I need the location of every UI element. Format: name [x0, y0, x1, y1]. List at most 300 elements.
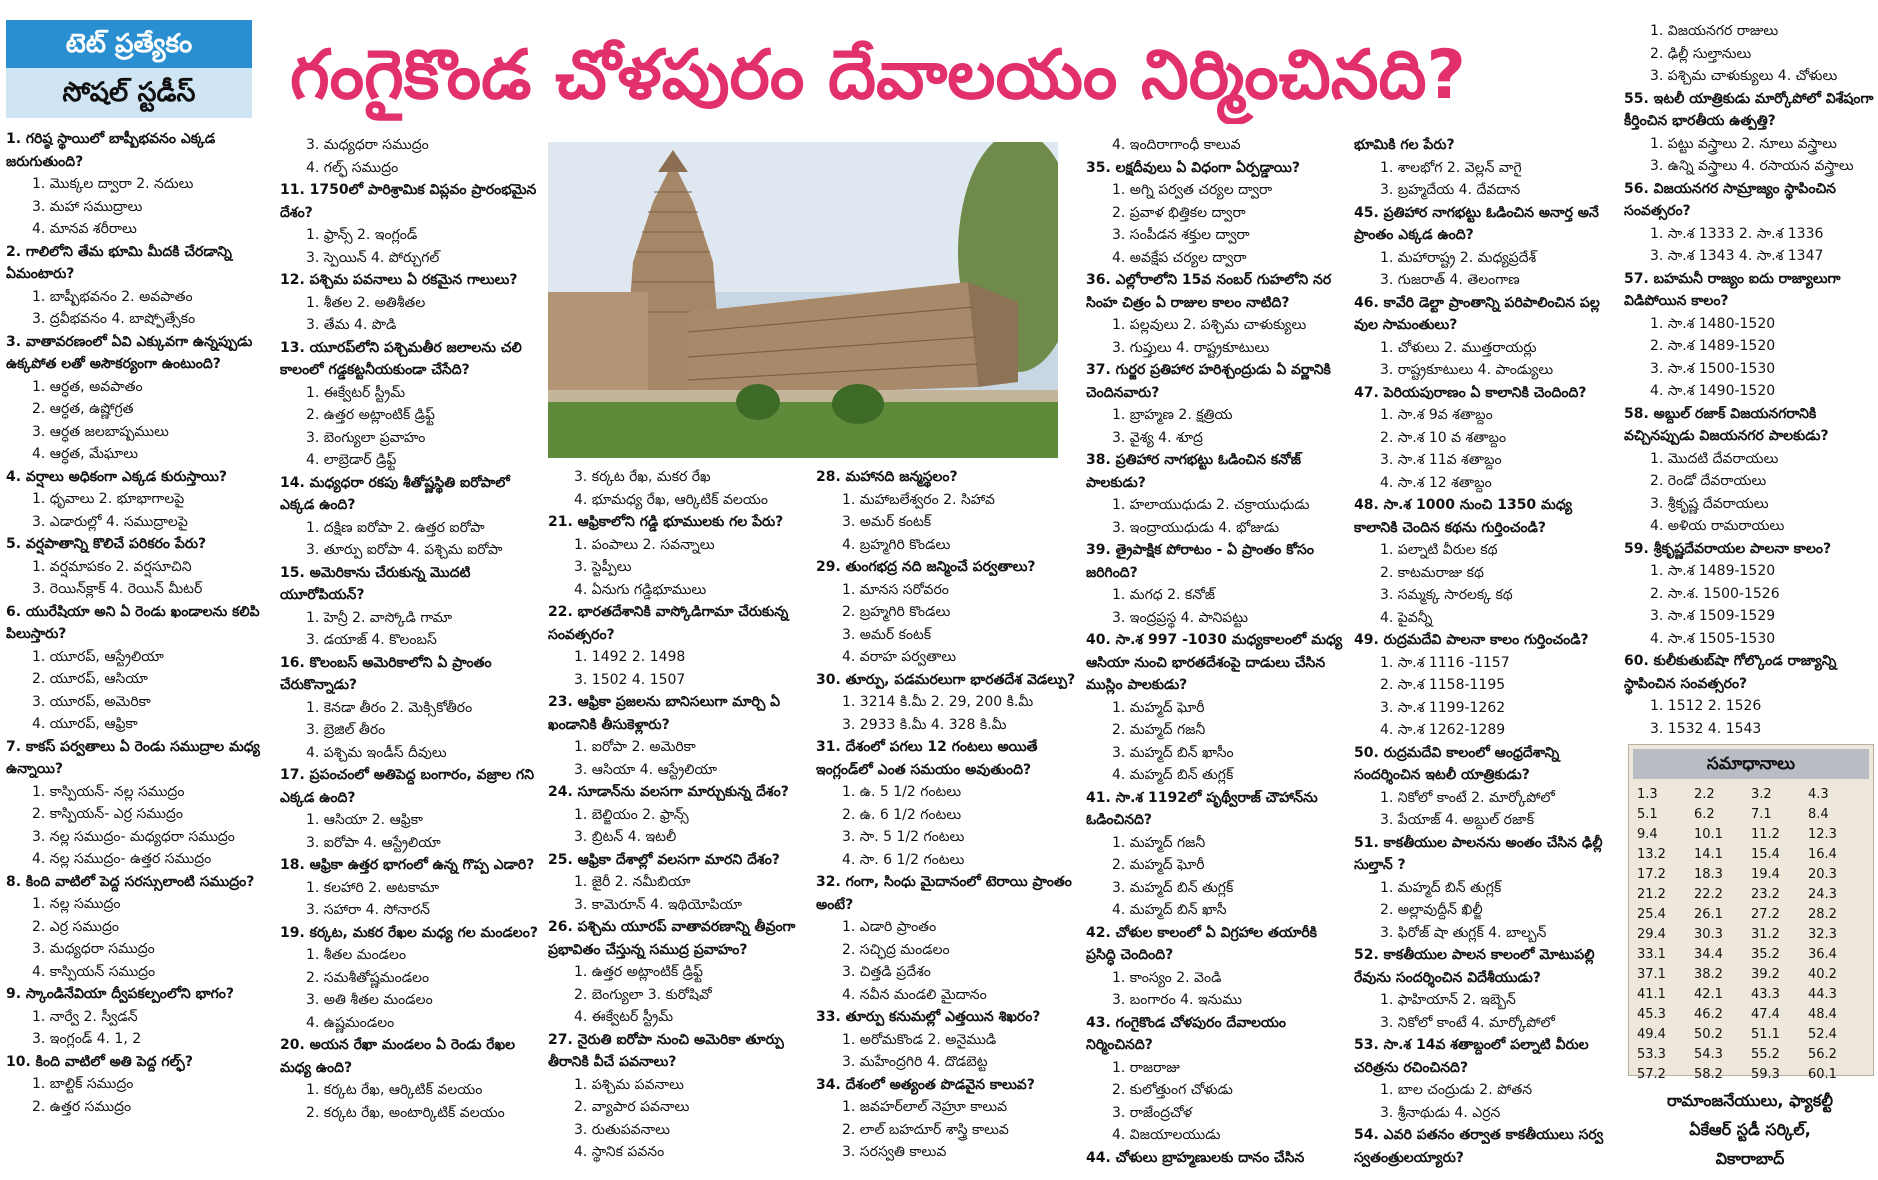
answer-item: 48.4 [1808, 1007, 1837, 1022]
question-34: 34. దేశంలో అత్యంత పొడవైన కాలువ? [816, 1076, 1035, 1093]
option-line: 4. మహ్మద్ బిన్ ఖాసీ [1112, 902, 1227, 918]
question-50: 50. రుద్రమదేవి కాలంలో ఆంధ్రదేశాన్ని సందర్శించిన ఇటలీ యాత్రికుడు? [1354, 744, 1560, 783]
answer-item: 34.4 [1694, 947, 1723, 962]
question-28: 28. మహానది జన్మస్థలం? [816, 469, 958, 485]
option-line: 1. 1492 2. 1498 [574, 649, 686, 665]
question-42: 42. చోళుల కాలంలో ఏ విగ్రహాల తయారీకి ప్రసిద్ధి చెందింది? [1086, 924, 1317, 963]
option-line: 4. గల్ఫ్ సముద్రం [306, 159, 399, 176]
option-line: 1. మహారాష్ట్ర 2. మధ్యప్రదేశ్ [1380, 249, 1537, 266]
option-line: 1. యూరప్, ఆస్ట్రేలియా [32, 648, 164, 665]
option-line: 3. 2933 కి.మీ 4. 328 కి.మీ [842, 716, 1007, 733]
option-line: 3. సమ్మక్క సారలక్క కథ [1380, 587, 1513, 603]
answer-item: 41.1 [1637, 987, 1666, 1002]
option-line: 1. మానస సరోవరం [842, 581, 949, 598]
answer-item: 37.1 [1637, 967, 1666, 982]
question-33: 33. తూర్పు కనుమల్లో ఎత్తయిన శిఖరం? [816, 1009, 1041, 1025]
questions-column-3 [548, 466, 810, 1178]
answer-item: 44.3 [1808, 987, 1837, 1002]
answer-item: 8.4 [1808, 807, 1829, 822]
answer-item: 36.4 [1808, 947, 1837, 962]
option-line: 1. కర్కట రేఖ, ఆర్కిటిక్ వలయం [306, 1082, 483, 1098]
option-line: 1. ఈక్వేటర్ స్ట్రీమ్ [306, 384, 406, 401]
option-line: 4. మానవ శరీరాలు [32, 221, 137, 237]
option-line: 1. అగ్ని పర్వత చర్యల ద్వారా [1112, 182, 1273, 198]
option-line: 1. ఆర్ధత, అవపాతం [32, 378, 143, 395]
question-32: 32. గంగా, సింధు మైదానంలో టెరాయి ప్రాంతం అంటే? [816, 874, 1072, 913]
question-1: 1. గరిష్ఠ స్థాయిలో బాష్పీభవనం ఎక్కడ జరుగుతుంది? [6, 131, 216, 170]
question-6: 6. యురేషియా అని ఏ రెండు ఖండాలను కలిపి పిలుస్తారు? [6, 603, 260, 642]
option-line: 3. శ్రీకృష్ణ దేవరాయలు [1650, 495, 1769, 512]
option-line: 3. సా.శ 1199-1262 [1380, 699, 1506, 716]
option-line: 3. కామెరూన్ 4. ఇథియోపియా [574, 896, 743, 913]
question-19: 19. కర్కట, మకర రేఖల మధ్య గల మండలం? [280, 924, 538, 941]
answer-item: 54.3 [1694, 1047, 1723, 1062]
author-credit [1628, 1086, 1872, 1176]
option-line: 3. మధ్యధరా సముద్రం [306, 137, 429, 153]
option-line: 1. నార్వే 2. స్వీడన్ [32, 1008, 138, 1025]
badge-subject: సోషల్ స్టడీస్ [6, 68, 252, 118]
option-line: 1. ఐరోపా 2. అమెరికా [574, 739, 696, 755]
option-line: 1. రాజరాజు [1112, 1059, 1180, 1076]
option-line: 1. సా.శ 1116 -1157 [1380, 654, 1510, 671]
option-line: 2. ఉత్తర సముద్రం [32, 1098, 132, 1115]
option-line: 4. ఇందిరాగాంధీ కాలువ [1112, 137, 1241, 153]
option-line: 1. పల్నాటి వీరుల కథ [1380, 542, 1498, 558]
answer-item: 21.2 [1637, 887, 1666, 902]
option-line: 3. అతి శీతల మండలం [306, 992, 433, 1008]
option-line: 2. యూరప్, ఆసియా [32, 671, 148, 687]
questions-column-1 [6, 128, 274, 1178]
option-line: 1. వర్షమాపకం 2. వర్షసూచిని [32, 558, 192, 575]
option-line: 3. సా.శ 11వ శతాబ్దం [1380, 452, 1502, 468]
option-line: 1. పశ్చిమ పవనాలు [574, 1076, 684, 1093]
option-line: 4. నల్ల సముద్రం- ఉత్తర సముద్రం [32, 851, 212, 867]
option-line: 1. మగధ 2. కనోజ్ [1112, 587, 1216, 603]
question-7: 7. కాకస్ పర్వతాలు ఏ రెండు సముద్రాల మధ్య ఉన్నాయి? [6, 738, 260, 777]
question-54: 54. ఎవరి పతనం తర్వాత కాకతీయులు సర్వ స్వతంత్రులయ్యారు? [1354, 1127, 1604, 1166]
answer-item: 31.2 [1751, 927, 1780, 942]
option-line: 1. ఫ్రాన్స్ 2. ఇంగ్లండ్ [306, 227, 418, 243]
option-line: 1. మహ్మద్ గజనీ [1112, 834, 1206, 851]
option-line: 2. సా.శ 1489-1520 [1650, 338, 1776, 354]
question-12: 12. పశ్చిమ పవనాలు ఏ రకమైన గాలులు? [280, 272, 518, 288]
questions-column-6 [1354, 134, 1616, 1178]
option-line: 1. ఉ. 5 1/2 గంటలు [842, 784, 962, 800]
option-line: 4. యూరప్, ఆఫ్రికా [32, 716, 138, 732]
option-line: 4. ఆర్ధత, మేఘాలు [32, 446, 138, 462]
option-line: 2. ఎర్ర సముద్రం [32, 918, 119, 935]
option-line: 3. డయాజ్ 4. కొలంబస్ [306, 632, 437, 648]
option-line: 3. స్పెయిన్ 4. పోర్చుగల్ [306, 249, 440, 266]
question-44: 44. చోళులు బ్రాహ్మణులకు దానం చేసిన [1086, 1149, 1305, 1166]
option-line: 3. మహ్మద్ బిన్ ఖాసీం [1112, 744, 1234, 761]
answer-item: 22.2 [1694, 887, 1723, 902]
question-44-continued: భూమికి గల పేరు? [1354, 137, 1455, 153]
option-line: 4. మహ్మద్ బిన్ తుగ్లక్ [1112, 767, 1234, 783]
question-21: 21. ఆఫ్రికాలోని గడ్డి భూములకు గల పేరు? [548, 514, 784, 530]
questions-column-4 [816, 466, 1078, 1178]
option-line: 3. కర్కట రేఖ, మకర రేఖ [574, 469, 711, 485]
option-line: 2. కులోత్తుంగ చోళుడు [1112, 1082, 1233, 1098]
question-25: 25. ఆఫ్రికా దేశాల్లో వలసగా మారని దేశం? [548, 851, 780, 868]
option-line: 1. సా.శ 1489-1520 [1650, 563, 1776, 579]
answer-item: 7.1 [1751, 807, 1772, 822]
option-line: 1. ధృవాలు 2. భూభాగాలపై [32, 491, 185, 507]
answer-item: 14.1 [1694, 847, 1723, 862]
option-line: 4. ఉష్ణమండలం [306, 1014, 395, 1031]
option-line: 3. మహేంద్రగిరి 4. దొడబెట్ట [842, 1054, 988, 1070]
credit-place: వికారాబాద్ [1715, 1149, 1785, 1168]
answer-item: 28.2 [1808, 907, 1837, 922]
answer-item: 35.2 [1751, 947, 1780, 962]
question-45: 45. ప్రతిహార నాగభట్టు ఓడించిన అనార్త అనే ప్రాంతం ఎక్కడ ఉంది? [1354, 204, 1599, 243]
option-line: 2. లాల్ బహదూర్ శాస్త్రి కాలువ [842, 1121, 1009, 1138]
answer-item: 3.2 [1751, 787, 1772, 802]
option-line: 3. రుతుపవనాలు [574, 1121, 670, 1138]
answer-item: 2.2 [1694, 787, 1715, 802]
questions-column-2 [280, 134, 542, 1178]
answer-item: 52.4 [1808, 1027, 1837, 1042]
option-line: 2. సా.శ 10 వ శతాబ్దం [1380, 429, 1507, 446]
question-22: 22. భారతదేశానికి వాస్కోడిగామా చేరుకున్న సంవత్సరం? [548, 604, 789, 643]
option-line: 1. జైరీ 2. నమీబియా [574, 874, 691, 890]
option-line: 1. మహ్మద్ బిన్ తుగ్లక్ [1380, 879, 1502, 896]
answer-item: 12.3 [1808, 827, 1837, 842]
option-line: 1. శీతల మండలం [306, 947, 407, 963]
answer-item: 4.3 [1808, 787, 1829, 802]
option-line: 3. ఆర్ధత జలబాష్పములు [32, 423, 169, 440]
question-59: 59. శ్రీకృష్ణదేవరాయల పాలనా కాలం? [1624, 540, 1832, 557]
answer-item: 11.2 [1751, 827, 1780, 842]
page-title: గంగైకొండ చోళపురం దేవాలయం నిర్మించినది? [290, 36, 1466, 115]
option-line: 1. కాస్పియన్- నల్ల సముద్రం [32, 783, 185, 800]
question-38: 38. ప్రతిహార నాగభట్టు ఓడించిన కనోజ్ పాలకుడు? [1086, 452, 1301, 491]
answer-item: 17.2 [1637, 867, 1666, 882]
option-line: 1. బాల్టిక్ సముద్రం [32, 1076, 134, 1092]
answers-box [1628, 744, 1874, 1082]
option-line: 3. ఉన్ని వస్త్రాలు 4. రసాయన వస్త్రాలు [1650, 158, 1854, 174]
option-line: 1. మొదటి దేవరాయలు [1650, 450, 1779, 467]
answer-item: 33.1 [1637, 947, 1666, 962]
question-13: 13. యూరప్‌లోని పశ్చిమతీర జలాలను చలి కాలంలో గడ్డకట్టనీయకుండా చేసేది? [280, 339, 522, 378]
option-line: 2. రెండో దేవరాయలు [1650, 473, 1767, 489]
option-line: 3. సహారా 4. సోనారన్ [306, 902, 430, 918]
option-line: 3. సంపీడన శక్తుల ద్వారా [1112, 227, 1250, 243]
option-line: 4. సా.శ 1262-1289 [1380, 722, 1506, 738]
question-16: 16. కొలంబస్ అమెరికాలోని ఏ ప్రాంతం చేరుకొన్నాడు? [280, 654, 492, 693]
option-line: 4. కాస్పియన్ సముద్రం [32, 963, 156, 980]
question-41: 41. సా.శ 1192లో పృథ్వీరాజ్ చౌహాన్‌ను ఓడించినది? [1086, 789, 1318, 828]
answer-item: 15.4 [1751, 847, 1780, 862]
option-line: 1. జవహర్‌లాల్ నెహ్రూ కాలువ [842, 1099, 1008, 1115]
option-line: 4. వరాహ పర్వతాలు [842, 649, 957, 665]
option-line: 4. బ్రహ్మగిరి కొండలు [842, 536, 951, 553]
answer-item: 47.4 [1751, 1007, 1780, 1022]
answer-item: 60.1 [1808, 1067, 1837, 1082]
question-49: 49. రుద్రమదేవి పాలనా కాలం గుర్తించండి? [1354, 632, 1589, 648]
option-line: 3. సా.శ 1343 4. సా.శ 1347 [1650, 248, 1824, 264]
temple-photo [548, 142, 1058, 458]
option-line: 3. సా.శ 1509-1529 [1650, 608, 1776, 624]
option-line: 1. బాల చంద్రుడు 2. పోతన [1380, 1082, 1533, 1098]
option-line: 3. ఇంద్రాయుధుడు 4. భోజుడు [1112, 519, 1280, 536]
question-24: 24. సూడాన్‌ను వలసగా మార్చుకున్న దేశం? [548, 784, 789, 800]
question-31: 31. దేశంలో పగలు 12 గంటలు అయితే ఇంగ్లండ్‌లో ఎంత సమయం అవుతుంది? [816, 739, 1038, 778]
option-line: 3. బ్రహ్మదేయ 4. దేవదాన [1380, 182, 1521, 198]
option-line: 1. కాంస్యం 2. వెండి [1112, 969, 1222, 986]
question-9: 9. స్కాండినేవియా ద్వీపకల్పంలోని భాగం? [6, 986, 235, 1002]
option-line: 3. గుజరాత్ 4. తెలంగాణ [1380, 272, 1520, 288]
question-17: 17. ప్రపంచంలో అతిపెద్ద బంగారం, వజ్రాల గని ఎక్కడ ఉంది? [280, 767, 535, 806]
option-line: 3. రాష్ట్రకూటులు 4. పాండ్యులు [1380, 362, 1554, 378]
option-line: 1. నికోలో కాంటే 2. మార్కోపోలో [1380, 789, 1555, 806]
question-18: 18. ఆఫ్రికా ఉత్తర భాగంలో ఉన్న గొప్ప ఎడారి? [280, 857, 535, 873]
answer-item: 1.3 [1637, 787, 1658, 802]
question-20: 20. అయన రేఖా మండలం ఏ రెండు రేఖల మధ్య ఉంది? [280, 1037, 516, 1076]
option-line: 1. 1512 2. 1526 [1650, 698, 1762, 714]
option-line: 3. ద్రవీభవనం 4. బాష్పోత్సేకం [32, 311, 196, 327]
option-line: 2. ఉత్తర అట్లాంటిక్ డ్రిఫ్ట్ [306, 407, 435, 423]
answer-item: 13.2 [1637, 847, 1666, 862]
question-58: 58. అబ్దుల్ రజాక్ విజయనగరానికి వచ్చినప్పుడు విజయనగర పాలకుడు? [1624, 405, 1829, 444]
option-line: 1. హలాయుధుడు 2. చక్రాయుధుడు [1112, 497, 1310, 513]
answer-item: 45.3 [1637, 1007, 1666, 1022]
answer-item: 42.1 [1694, 987, 1723, 1002]
answer-item: 38.2 [1694, 967, 1723, 982]
option-line: 3. వైశ్య 4. శూద్ర [1112, 429, 1203, 446]
option-line: 4. స్థానిక పవనం [574, 1144, 665, 1160]
question-23: 23. ఆఫ్రికా ప్రజలను బానిసలుగా మార్చి ఏ ఖండానికి తీసుకెళ్లారు? [548, 694, 781, 733]
question-10: 10. కింది వాటిలో అతి పెద్ద గల్ఫ్? [6, 1053, 193, 1070]
option-line: 2. బ్రహ్మగిరి కొండలు [842, 604, 951, 620]
answer-item: 27.2 [1751, 907, 1780, 922]
option-line: 2. సమశీతోష్ణమండలం [306, 969, 430, 986]
option-line: 1. పల్లవులు 2. పశ్చిమ చాళుక్యులు [1112, 317, 1307, 333]
question-11: 11. 1750లో పారిశ్రామిక విప్లవం ప్రారంభమైన దేశం? [280, 182, 537, 221]
option-line: 3. ఇంగ్లండ్ 4. 1, 2 [32, 1031, 142, 1047]
option-line: 3. చిత్తడి ప్రదేశం [842, 964, 931, 980]
answer-item: 10.1 [1694, 827, 1723, 842]
option-line: 3. పశ్చిమ చాళుక్యులు 4. చోళులు [1650, 68, 1838, 84]
option-line: 3. నల్ల సముద్రం- మధ్యధరా సముద్రం [32, 828, 235, 845]
question-3: 3. వాతావరణంలో ఏవి ఎక్కువగా ఉన్నప్పుడు ఉక్కపోత లతో అసౌకర్యంగా ఉంటుంది? [6, 333, 253, 372]
option-line: 3. ఐరోపా 4. ఆస్ట్రేలియా [306, 834, 441, 851]
option-line: 2. కాస్పియన్- ఎర్ర సముద్రం [32, 806, 183, 822]
answer-item: 56.2 [1808, 1047, 1837, 1062]
questions-column-7 [1624, 20, 1874, 740]
answer-item: 32.3 [1808, 927, 1837, 942]
option-line: 1. కలహారి 2. అటకామా [306, 879, 440, 896]
option-line: 1. బ్రాహ్మణ 2. క్షత్రియ [1112, 407, 1233, 423]
question-43: 43. గంగైకొండ చోళపురం దేవాలయం నిర్మించినది? [1086, 1014, 1287, 1053]
question-60: 60. కులీకుతుబ్‌షా గోల్కొండ రాజ్యాన్ని స్థాపించిన సంవత్సరం? [1624, 653, 1837, 692]
option-line: 1. మొక్కల ద్వారా 2. నదులు [32, 176, 194, 192]
question-55: 55. ఇటలీ యాత్రికుడు మార్కోపోలో విశేషంగా కీర్తించిన భారతీయ ఉత్పత్తి? [1624, 90, 1874, 129]
option-line: 3. శ్రీనాథుడు 4. ఎర్రన [1380, 1104, 1501, 1121]
option-line: 1. కెనడా తీరం 2. మెక్సికోతీరం [306, 699, 473, 716]
option-line: 1. హెన్రీ 2. వాస్కోడి గామా [306, 609, 453, 626]
question-35: 35. లక్షదీవులు ఏ విధంగా ఏర్పడ్డాయి? [1086, 159, 1301, 176]
option-line: 1. ఎడారి ప్రాంతం [842, 919, 937, 935]
option-line: 1. శీతల 2. అతిశీతల [306, 294, 426, 311]
option-line: 3. సా.శ 1500-1530 [1650, 360, 1776, 377]
option-line: 1. 3214 కి.మీ 2. 29, 200 కి.మీ [842, 694, 1034, 710]
option-line: 4. విజయాలయుడు [1112, 1127, 1221, 1143]
option-line: 1. అరోమకొండ 2. అనైముడి [842, 1031, 997, 1048]
option-line: 1. ఆసియా 2. ఆఫ్రికా [306, 812, 423, 828]
option-line: 4. అవక్షేప చర్యల ద్వారా [1112, 249, 1247, 266]
option-line: 1. నల్ల సముద్రం [32, 896, 121, 912]
question-8: 8. కింది వాటిలో పెద్ద సరస్సులాంటి సముద్రం? [6, 873, 255, 890]
option-line: 2. ప్రవాళ భిత్తికల ద్వారా [1112, 204, 1246, 221]
option-line: 3. 1502 4. 1507 [574, 671, 686, 688]
option-line: 2. సా.శ. 1500-1526 [1650, 585, 1780, 602]
option-line: 2. ఉ. 6 1/2 గంటలు [842, 806, 962, 823]
option-line: 1. పట్టు వస్త్రాలు 2. నూలు వస్త్రాలు [1650, 135, 1837, 152]
answer-item: 43.3 [1751, 987, 1780, 1002]
option-line: 3. మహా సముద్రాలు [32, 198, 143, 215]
answer-item: 24.3 [1808, 887, 1837, 902]
option-line: 2. సచ్ఛిద్ర మండలం [842, 941, 950, 958]
answer-item: 30.3 [1694, 927, 1723, 942]
questions-column-5 [1086, 134, 1348, 1178]
answer-item: 16.4 [1808, 847, 1837, 862]
option-line: 1. చోళులు 2. ముత్తరాయర్లు [1380, 339, 1537, 356]
option-line: 3. బెంగ్యులా ప్రవాహం [306, 429, 426, 446]
answer-item: 5.1 [1637, 807, 1658, 822]
option-line: 1. మహాబలేశ్వరం 2. సిహావ [842, 491, 995, 508]
answer-item: 50.2 [1694, 1027, 1723, 1042]
question-4: 4. వర్షాలు అధికంగా ఎక్కడ కురుస్తాయి? [6, 468, 228, 485]
option-line: 3. అమర్ కంటక్ [842, 626, 932, 643]
question-36: 36. ఎల్లోరాలోని 15వ నంబర్ గుహలోని నర సింహ చిత్రం ఏ రాజుల కాలం నాటిది? [1086, 272, 1332, 311]
badge-tet-special: టెట్ ప్రత్యేకం [6, 20, 252, 68]
question-57: 57. బహమనీ రాజ్యం ఐదు రాజ్యాలుగా విడిపోయిన కాలం? [1624, 270, 1841, 309]
option-line: 1. పంపాలు 2. సవన్నాలు [574, 536, 715, 553]
option-line: 4. భూమధ్య రేఖ, ఆర్కిటిక్ వలయం [574, 491, 768, 508]
question-39: 39. త్రైపాక్షిక పోరాటం - ఏ ప్రాంతం కోసం జరిగింది? [1086, 542, 1314, 581]
option-line: 4. ఏనుగు గడ్డిభూములు [574, 581, 707, 598]
question-48: 48. సా.శ 1000 నుంచి 1350 మధ్య కాలానికి చెందిన కథను గుర్తించండి? [1354, 497, 1573, 536]
question-15: 15. అమెరికాను చేరుకున్న మొదటి యూరోపియన్? [280, 564, 471, 603]
option-line: 2. వ్యాపార పవనాలు [574, 1099, 690, 1115]
option-line: 3. ఎడారుల్లో 4. సముద్రాలపై [32, 513, 188, 530]
option-line: 4. సా. 6 1/2 గంటలు [842, 851, 965, 868]
option-line: 4. పైవన్నీ [1380, 609, 1433, 626]
option-line: 3. అమర్ కంటక్ [842, 514, 932, 530]
answer-item: 46.2 [1694, 1007, 1723, 1022]
option-line: 1. ఉత్తర అట్లాంటిక్ డ్రిఫ్ట్ [574, 964, 703, 980]
option-line: 1. శాలభోగ 2. వెల్లన్ వాగై [1380, 159, 1522, 176]
option-line: 4. సా.శ 1490-1520 [1650, 383, 1776, 399]
answer-item: 19.4 [1751, 867, 1780, 882]
option-line: 1. విజయనగర రాజులు [1650, 23, 1779, 39]
question-30: 30. తూర్పు, పడమరలుగా భారతదేశ వెడల్పు? [816, 671, 1076, 688]
question-53: 53. సా.శ 14వ శతాబ్దంలో పల్నాటి వీరుల చరిత్రను రచించినది? [1354, 1037, 1589, 1076]
option-line: 3. పేయాజ్ 4. అబ్దుల్ రజాక్ [1380, 812, 1535, 828]
option-line: 4. సా.శ 1505-1530 [1650, 630, 1776, 647]
option-line: 2. కర్కట రేఖ, అంటార్కిటిక్ వలయం [306, 1104, 505, 1121]
answer-item: 53.3 [1637, 1047, 1666, 1062]
option-line: 4. సా.శ 12 శతాబ్దం [1380, 474, 1492, 491]
option-line: 2. ఢిల్లీ సుల్తానులు [1650, 45, 1752, 62]
option-line: 3. ఫిరోజ్ షా తుగ్లక్ 4. బాల్బన్ [1380, 924, 1547, 941]
option-line: 3. సరస్వతి కాలువ [842, 1144, 947, 1160]
answer-item: 29.4 [1637, 927, 1666, 942]
answer-item: 55.2 [1751, 1047, 1780, 1062]
answer-item: 59.3 [1751, 1067, 1780, 1082]
option-line: 1. బెల్జియం 2. ఫ్రాన్స్ [574, 806, 689, 823]
answer-item: 57.2 [1637, 1067, 1666, 1082]
option-line: 2. మహ్మద్ గజనీ [1112, 722, 1206, 738]
option-line: 3. తేమ 4. పొడి [306, 317, 397, 333]
option-line: 3. యూరప్, అమెరికా [32, 693, 151, 710]
option-line: 2. అల్లావుద్దీన్ ఖిల్జీ [1380, 902, 1483, 918]
question-46: 46. కావేరి డెల్టా ప్రాంతాన్ని పరిపాలించిన పల్ల వుల సామంతులు? [1354, 294, 1600, 333]
question-27: 27. నైరుతి ఐరోపా నుంచి అమెరికా తూర్పు తీరానికి వీచే పవనాలు? [548, 1031, 784, 1070]
option-line: 4. లాబ్రెడార్ డ్రిఫ్ట్ [306, 452, 397, 468]
option-line: 3. గుప్తులు 4. రాష్ట్రకూటులు [1112, 339, 1270, 356]
answer-item: 26.1 [1694, 907, 1723, 922]
question-40: 40. సా.శ 997 -1030 మధ్యకాలంలో మధ్య ఆసియా నుంచి భారతదేశంపై దాడులు చేసిన ముస్లిం పాలకుడు? [1086, 632, 1343, 693]
credit-institute: ఏకేఆర్ స్టడీ సర్కిల్, [1689, 1120, 1811, 1139]
option-line: 2. కాటమరాజు కథ [1380, 564, 1484, 581]
question-14: 14. మధ్యధరా రకపు శీతోష్ణస్థితి ఐరోపాలో ఎక్కడ ఉంది? [280, 474, 510, 513]
option-line: 3. రెయిన్‌క్లాక్ 4. రెయిన్ మీటర్ [32, 581, 203, 597]
question-56: 56. విజయనగర సామ్రాజ్యం స్థాపించిన సంవత్సరం? [1624, 180, 1837, 219]
question-29: 29. తుంగభద్ర నది జన్మించే పర్వతాలు? [816, 559, 1036, 575]
question-5: 5. వర్షపాతాన్ని కొలిచే పరికరం పేరు? [6, 536, 207, 552]
question-2: 2. గాలిలోని తేమ భూమి మీదకి చేరడాన్ని ఏమంటారు? [6, 243, 232, 282]
option-line: 1. ఫాహియాన్ 2. ఇబ్బెన్ [1380, 992, 1516, 1008]
answer-item: 49.4 [1637, 1027, 1666, 1042]
answer-item: 51.1 [1751, 1027, 1780, 1042]
option-line: 1. సా.శ 1333 2. సా.శ 1336 [1650, 225, 1824, 242]
temple-photo-illustration [548, 142, 1058, 458]
answer-item: 20.3 [1808, 867, 1837, 882]
credit-name: రామాంజనేయులు, ఫ్యాకల్టీ [1667, 1091, 1833, 1110]
option-line: 3. బంగారం 4. ఇనుము [1112, 992, 1242, 1008]
option-line: 3. తూర్పు ఐరోపా 4. పశ్చిమ ఐరోపా [306, 542, 503, 558]
option-line: 1. సా.శ 1480-1520 [1650, 315, 1776, 332]
question-51: 51. కాకతీయుల పాలనను అంతం చేసిన ఢిల్లీ సుల్తాన్ ? [1354, 834, 1603, 873]
answer-item: 25.4 [1637, 907, 1666, 922]
answer-item: 40.2 [1808, 967, 1837, 982]
option-line: 3. స్టెప్పీలు [574, 559, 632, 575]
option-line: 3. బ్రిటన్ 4. ఇటలీ [574, 829, 677, 845]
answers-grid [1629, 783, 1873, 1087]
answer-item: 39.2 [1751, 967, 1780, 982]
option-line: 1. బాష్పీభవనం 2. అవపాతం [32, 288, 193, 305]
option-line: 1. సా.శ 9వ శతాబ్దం [1380, 407, 1493, 423]
question-52: 52. కాకతీయుల పాలన కాలంలో మోటుపల్లి రేవును సందర్శించిన విదేశీయుడు? [1354, 947, 1595, 986]
answers-heading: సమాధానాలు [1633, 749, 1869, 779]
option-line: 2. సా.శ 1158-1195 [1380, 677, 1506, 693]
option-line: 4. పశ్చిమ ఇండీస్ దీవులు [306, 744, 447, 761]
option-line: 3. ఆసియా 4. ఆస్ట్రేలియా [574, 761, 717, 778]
option-line: 4. అళియ రామరాయలు [1650, 518, 1785, 534]
option-line: 1. మహ్మద్ ఘోరీ [1112, 699, 1205, 716]
option-line: 2. మహ్మద్ ఘోరీ [1112, 857, 1205, 873]
option-line: 3. బ్రెజిల్ తీరం [306, 722, 386, 738]
option-line: 3. 1532 4. 1543 [1650, 720, 1762, 737]
option-line: 4. నవీన మండలి మైదానం [842, 986, 987, 1003]
question-37: 37. గుర్జర ప్రతిహార హరిశ్చంద్రుడు ఏ వర్ణానికి చెందినవారు? [1086, 362, 1331, 401]
option-line: 3. మహ్మద్ బిన్ తుగ్లక్ [1112, 879, 1234, 896]
answer-item: 18.3 [1694, 867, 1723, 882]
option-line: 2. ఆర్ధత, ఉష్ణోగ్రత [32, 401, 134, 417]
option-line: 1. దక్షిణ ఐరోపా 2. ఉత్తర ఐరోపా [306, 519, 485, 536]
